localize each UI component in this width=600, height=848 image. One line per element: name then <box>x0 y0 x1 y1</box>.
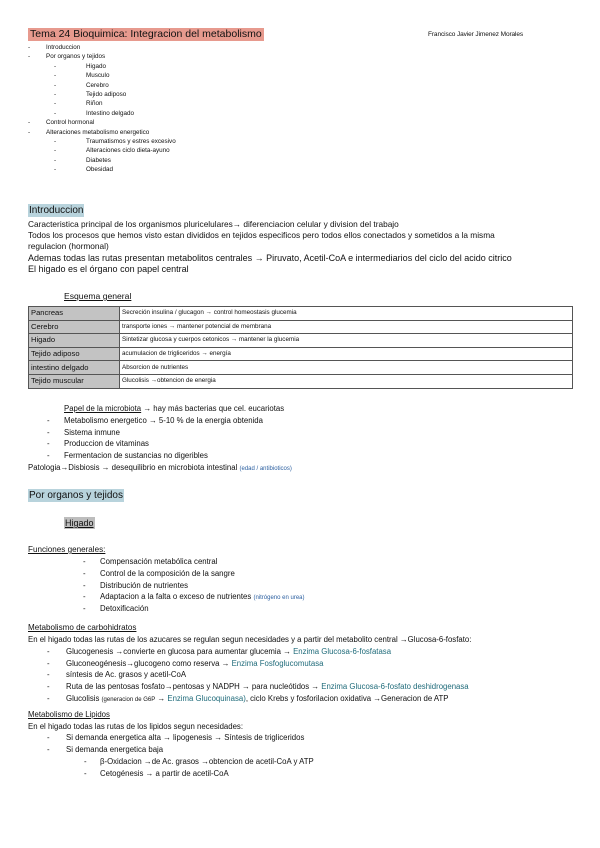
intro-line: regulacion (hormonal) <box>28 241 109 252</box>
lipids-heading-line <box>28 709 588 721</box>
intro-line: El higado es el órgano con papel central <box>28 263 189 274</box>
microbiota-title: Papel de la microbiota <box>64 404 142 413</box>
list-item: - Detoxificación <box>83 604 149 614</box>
list-item: - síntesis de Ac. grasos y acetil-CoA <box>47 670 187 680</box>
toc-item: - Higado <box>54 62 106 70</box>
list-item: - Ruta de las pentosas fosfato→pentosas y NADPH → para nucleótidos → Enzima Glucosa-6-fosfato deshidrogenasa <box>47 682 469 692</box>
intro-paragraph <box>28 219 588 275</box>
list-item: - Cetogénesis → a partir de acetil-CoA <box>84 768 229 778</box>
function-cell: Sintetizar glucosa y cuerpos cetonicos → mantener la glucemia <box>120 334 573 348</box>
section-heading-organos: Por organos y tejidos <box>29 490 123 501</box>
list-item: - Control de la composición de la sangre <box>83 568 235 578</box>
author-name: Francisco Javier Jimenez Morales <box>428 31 524 38</box>
intro-line: Ademas todas las rutas presentan metabolitos centrales → Piruvato, Acetil-CoA e intermediarios del ciclo del acido citrico <box>28 252 512 263</box>
table-of-contents <box>28 43 428 174</box>
list-item: - Distribución de nutrientes <box>83 580 188 590</box>
liver-heading: Higado <box>65 518 94 528</box>
list-item: - β-Oxidacion →de Ac. grasos →obtencion de acetil-CoA y ATP <box>84 756 314 766</box>
toc-item: - Diabetes <box>54 156 111 164</box>
toc-item: - Alteraciones ciclo dieta-ayuno <box>54 147 170 155</box>
function-cell: Glucolisis →obtencion de energia <box>120 374 573 388</box>
section-heading-introduccion: Introduccion <box>29 205 84 216</box>
lipids-heading: Metabolismo de Lipidos <box>28 709 110 719</box>
table-row <box>29 307 573 321</box>
toc-item: - Cerebro <box>54 81 109 89</box>
table-row <box>29 334 573 348</box>
tissue-cell: Tejido adiposo <box>29 347 120 361</box>
toc-item: - Control hormonal <box>28 119 95 127</box>
scheme-table <box>28 306 573 389</box>
header <box>28 28 588 42</box>
lipids-intro: En el higado todas las rutas de los lipidos segun necesidades: <box>28 721 243 731</box>
list-item: - Fermentacion de sustancias no digeribles <box>47 451 208 461</box>
function-cell: transporte iones → mantener potencial de membrana <box>120 320 573 334</box>
toc-item: - Por organos y tejidos <box>28 53 106 61</box>
carbs-section <box>28 634 588 780</box>
microbiota-section <box>28 403 588 474</box>
intro-line: Todos los procesos que hemos visto estan divididos en tejidos especificos pero todos ellos conectados y sometidos a la misma <box>28 230 495 241</box>
list-item: - Produccion de vitaminas <box>47 439 149 449</box>
list-item: - Gluconeogénesis→glucogeno como reserva → Enzima Fosfoglucomutasa <box>47 658 324 668</box>
list-item: - Sistema inmune <box>47 427 120 437</box>
carbs-intro: En el higado todas las rutas de los azucares se regulan segun necesidades y a partir del metabolito central →Glucosa-6-fosfato: <box>28 635 472 644</box>
list-item: - Si demanda energetica alta → lipogenesis → Síntesis de trigliceridos <box>47 733 305 743</box>
intro-line: Caracteristica principal de los organismos pluricelulares→ diferenciacion celular y division del trabajo <box>28 219 399 229</box>
table-row <box>29 361 573 375</box>
tissue-cell: Higado <box>29 334 120 348</box>
table-row <box>29 374 573 388</box>
toc-item: - Introduccion <box>28 44 81 51</box>
list-item: - Adaptacion a la falta o exceso de nutrientes (nitrógeno en urea) <box>83 592 305 602</box>
function-cell: Absorcion de nutrientes <box>120 361 573 375</box>
document-title: Tema 24 Bioquimica: Integracion del metabolismo <box>30 28 262 40</box>
list-item: - Glucogenesis →convierte en glucosa para aumentar glucemia → Enzima Glucosa-6-fosfatasa <box>47 646 392 656</box>
table-row <box>29 320 573 334</box>
list-item: - Si demanda energetica baja <box>47 745 164 755</box>
tissue-cell: Pancreas <box>29 307 120 321</box>
microbiota-lead: Papel de la microbiota → hay más bacterias que cel. eucariotas <box>64 404 285 413</box>
toc-item: - Obesidad <box>54 166 113 174</box>
toc-item: - Tejido adiposo <box>54 90 127 98</box>
tissue-cell: Tejido muscular <box>29 374 120 388</box>
table-row <box>29 347 573 361</box>
function-cell: Secreción insulina / glucagon → control homeostasis glucemia <box>120 307 573 321</box>
toc-item: - Alteraciones metabolismo energetico <box>28 128 150 136</box>
function-cell: acumulacion de trigliceridos → energía <box>120 347 573 361</box>
tissue-cell: Cerebro <box>29 320 120 334</box>
toc-item: - Traumatismos y estres excesivo <box>54 137 176 145</box>
list-item: - Compensación metabólica central <box>83 557 218 566</box>
toc-item: - Intestino delgado <box>54 109 134 117</box>
carbs-heading: Metabolismo de carbohidratos <box>28 623 137 632</box>
list-item: - Metabolismo energetico → 5-10 % de la energia obtenida <box>47 415 263 425</box>
list-item: - Glucolisis (generacion de G6P → Enzima Glucoquinasa), ciclo Krebs y fosforilacion oxidativa →Generacion de ATP <box>47 693 449 703</box>
functions-list <box>28 556 588 615</box>
scheme-title: Esquema general <box>64 291 132 301</box>
tissue-cell: intestino delgado <box>29 361 120 375</box>
pathology-line: Patologia→Disbiosis → desequilibrio en microbiota intestinal (edad / antibioticos) <box>28 462 292 472</box>
toc-item: - Musculo <box>54 72 110 80</box>
functions-heading: Funciones generales: <box>28 545 106 554</box>
toc-item: - Riñon <box>54 100 103 108</box>
